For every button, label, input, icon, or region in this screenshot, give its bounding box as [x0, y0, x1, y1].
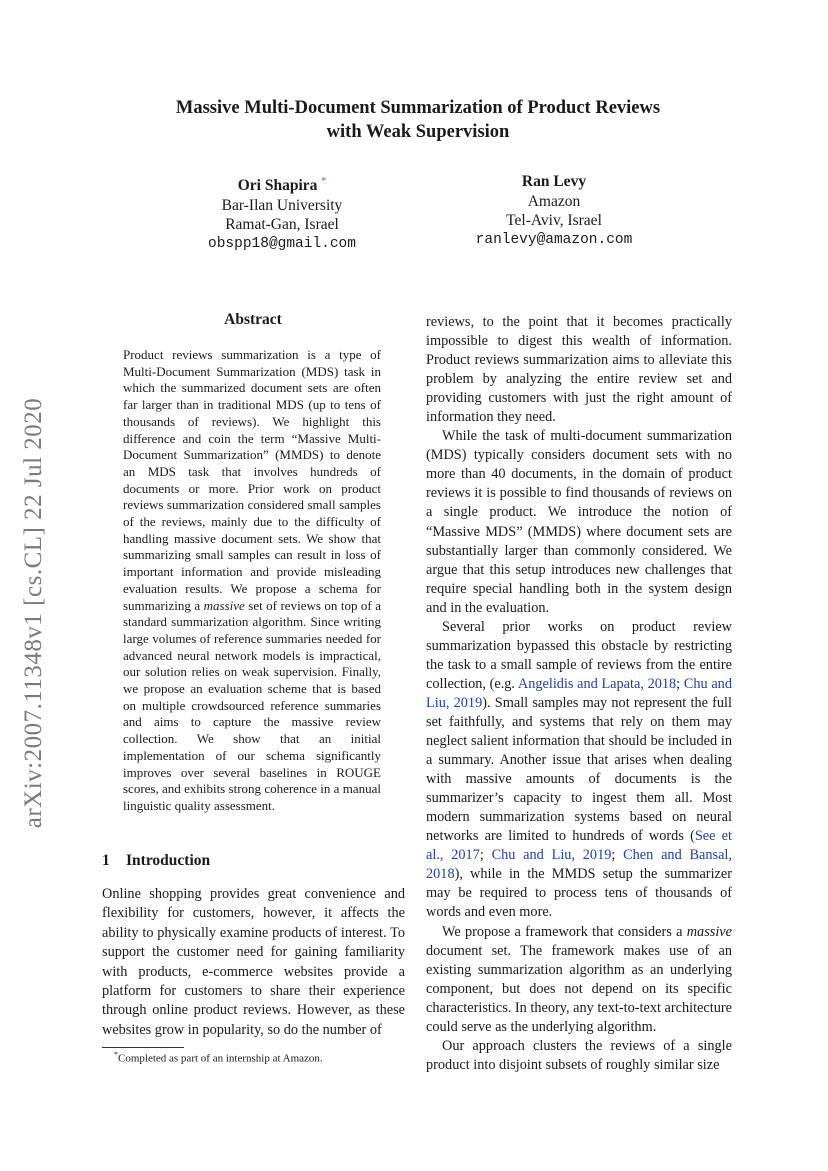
author-email: obspp18@gmail.com [208, 235, 356, 252]
section-heading [102, 852, 210, 870]
abstract-part-2: set of reviews on top of a standard summarization algorithm. Since writing large volumes of reference summaries needed for advanced neural network models is impractical, our solution relies on weak supervision. Finally, we propose an evaluation scheme that is based on multiple crowdsourced reference summaries and aims to capture the massive review collection. We show that an initial implementation of our schema significantly improves over several baselines in ROUGE scores, and exhibits strong coherence in a manual linguistic quality assessment. [123, 597, 382, 813]
paper-title [100, 96, 736, 144]
abstract-italic: massive [203, 597, 245, 613]
paragraph: reviews, to the point that it becomes practically impossible to digest this wealth of information. Product reviews summarization aims to alleviate this problem by analyzing the entire review set and providing customers with just the right amount of information they need. [426, 314, 732, 426]
footnote-mark[interactable]: * [321, 176, 327, 187]
section-title: Introduction [126, 852, 211, 869]
paragraph: While the task of multi-document summarization (MDS) typically considers document sets with no more than 40 documents, in the domain of product reviews it is possible to find thousands of reviews on a single product. We introduce the notion of “Massive MDS” (MMDS) where document sets are substantially larger than commonly considered. We argue that this setup introduces new challenges that require special handling both in the system design and in the evaluation. [426, 428, 732, 616]
citation-link[interactable]: Chen and Bansal, 2018 [426, 847, 732, 883]
citation-link[interactable]: Chu and Liu, 2019 [491, 847, 612, 864]
author-affiliation: Amazon [527, 192, 581, 210]
author-affiliation: Bar-Ilan University [221, 196, 343, 214]
title-line-1: Massive Multi-Document Summarization of Product Reviews [175, 98, 661, 118]
footnote-mark: * [114, 1050, 118, 1059]
author-location: Tel-Aviv, Israel [506, 212, 602, 229]
citation-link[interactable]: See et al., 2017 [426, 828, 732, 864]
abstract-heading: Abstract [224, 311, 282, 328]
author-location: Ramat-Gan, Israel [225, 216, 339, 234]
citation-link[interactable]: Angelidis and Lapata, 2018 [517, 675, 677, 692]
paragraph: Our approach clusters the reviews of a single product into disjoint subsets of roughly similar size [426, 1037, 732, 1073]
text-run: ; [611, 847, 616, 864]
abstract-text [123, 347, 381, 815]
footnote-rule [102, 1047, 184, 1048]
arxiv-stamp-text: arXiv:2007.11348v1 [cs.CL] 22 Jul 2020 [20, 397, 47, 828]
author-email: ranlevy@amazon.com [475, 231, 633, 248]
footnote [114, 1050, 323, 1065]
text-run: ). Small samples may not represent the full set faithfully, and systems that rely on them may neglect salient information that should be included in a summary. Another issue that arises when dealing with massive amounts of documents is the summarizer’s capacity to ingest them all. Most modern summarization systems based on neural networks are limited to hundreds of words ( [426, 694, 732, 845]
text-run: document set. The framework makes use of an existing summarization algorithm as an underlying component, but does not depend on its specific characteristics. In theory, any text-to-text architecture could serve as the underlying algorithm. [426, 942, 732, 1035]
right-column [426, 313, 732, 1075]
text-run: We propose a framework that considers a [442, 923, 683, 940]
author-block-2 [424, 172, 684, 250]
italic-text: massive [686, 923, 732, 940]
footnote-text: Completed as part of an internship at Amazon. [118, 1052, 323, 1065]
title-line-2: with Weak Supervision [326, 122, 510, 142]
author-name-text: Ori Shapira [237, 177, 318, 195]
text-run: ; [676, 675, 681, 692]
paragraph [426, 923, 732, 1037]
abstract-part-1: Product reviews summarization is a type of Multi-Document Summarization (MDS) task in which the summarized document sets are often far larger than in traditional MDS (up to tens of thousands of reviews). We highlight this difference and coin the term “Massive Multi-Document Summarization” (MMDS) to denote an MDS task that involves hundreds of documents or more. Prior work on product reviews summarization considered small samples of the reviews, mainly due to the difficulty of handling massive document sets. We show that summarizing small samples can result in loss of important information and provide misleading evaluation results. We propose a schema for summarizing a [123, 347, 381, 613]
author-name: Ran Levy [521, 173, 587, 190]
paragraph [426, 618, 732, 923]
citation-link[interactable]: Chu and Liu, 2019 [426, 675, 732, 711]
text-run: ; [479, 847, 484, 864]
text-run: Several prior works on product review summarization bypassed this obstacle by restricting the task to a small sample of reviews from the entire collection, (e.g. [426, 618, 732, 692]
section-number: 1 [102, 852, 110, 869]
author-block-1 [152, 172, 412, 254]
intro-paragraph: Online shopping provides great convenience and flexibility for customers, however, it affects the ability to physically examine products of interest. To support the customer need for gaining familiarity with products, e-commerce websites provide a platform for customers to share their experience through online product reviews. However, as these websites grow in popularity, so do the number of [102, 886, 405, 1038]
author-name [152, 172, 412, 196]
arxiv-stamp [20, 375, 48, 850]
text-run: ), while in the MMDS setup the summarizer may be required to process tens of thousands of words and even more. [426, 866, 732, 921]
